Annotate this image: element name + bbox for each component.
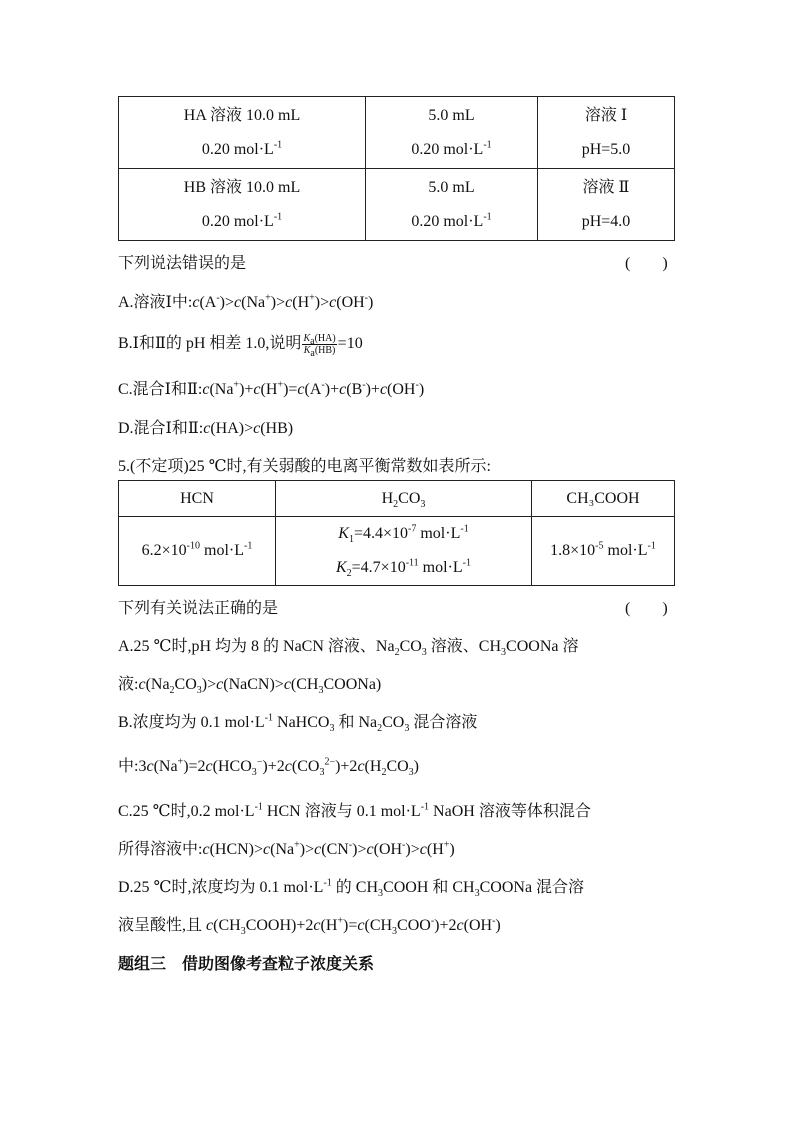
cell-text: 溶液 Ⅰ — [584, 106, 628, 124]
cell-text: pH=4.0 — [581, 212, 631, 230]
option-a: A.溶液Ⅰ中:c(A-)>c(Na+)>c(H+)>c(OH-) — [118, 292, 374, 311]
cell-sup: -1 — [244, 540, 253, 552]
cell-text: mol·L — [603, 542, 648, 559]
table-header: HCN — [119, 481, 276, 517]
cell-text: =4.7×10 — [351, 559, 406, 576]
cell-sup: -5 — [595, 540, 604, 552]
question-stem: 下列说法错误的是 — [118, 255, 247, 272]
section-heading: 题组三 借助图像考查粒子浓度关系 — [118, 954, 375, 973]
table-cell — [532, 517, 675, 586]
option-b: B.Ⅰ和Ⅱ的 pH 相差 1.0,说明 $\frac{K_a(HA)}{K_a(HB)}$ =10 — [118, 332, 363, 359]
cell-text: mol·L — [418, 559, 463, 576]
table-cell — [538, 97, 675, 169]
option-c: C.25 ℃时,0.2 $mol\cdot L^{-1}$ HCN 溶液与 0.1 $mol\cdot L^{-1}$ NaOH 溶液等体积混合 — [118, 801, 591, 820]
cell-text: 5.0 mL — [428, 178, 475, 196]
table-header: $H_2CO_3$ — [276, 481, 532, 517]
ka-fraction: $\frac{K_a(HA)}{K_a(HB)}$ — [303, 332, 336, 359]
cell-text: 溶液 Ⅱ — [582, 178, 630, 196]
cell-text: mol·L — [416, 525, 461, 542]
option-c: C.混合Ⅰ和Ⅱ:c(Na+)+c(H+)=c(A-)+c(B-)+c(OH-) — [118, 379, 425, 398]
table-row — [119, 169, 675, 241]
option-b-cont: 中$:3c(Na^+)=2c(HCO_3^-)+2c(CO_3^{2-})+2c(H_2CO_3)$ — [118, 756, 419, 779]
option-d-cont: 液呈酸性,且 $c(CH_3COOH)+2c(H^+)=c(CH_3COO^-)+2c(OH^-)$ — [118, 915, 501, 938]
cell-text: 0.20 mol·L — [411, 140, 484, 158]
table-cell — [366, 97, 538, 169]
table-row — [119, 481, 675, 517]
cell-text: pH=5.0 — [581, 140, 631, 158]
cell-sup: -1 — [273, 139, 283, 151]
cell-sup: -7 — [408, 523, 417, 535]
option-a-cont: 液$:c(Na_2CO_3)>c(NaCN)>c(CH_3COONa)$ — [118, 676, 382, 697]
cell-sup: -1 — [483, 211, 492, 223]
table-row — [119, 97, 675, 169]
cell-sup: -10 — [186, 540, 201, 552]
cell-sup: -1 — [460, 523, 469, 535]
cell-sup: -1 — [647, 540, 656, 552]
question-5-stem: 5.(不定项)25 ℃时,有关弱酸的电离平衡常数如表所示: — [118, 458, 492, 475]
table-cell — [119, 169, 366, 241]
table-row — [119, 517, 675, 586]
option-d: D.混合Ⅰ和Ⅱ:c(HA)>c(HB) — [118, 420, 294, 437]
answer-parentheses: ( ) — [625, 600, 668, 617]
table-solutions — [118, 96, 675, 241]
answer-parentheses: ( ) — [625, 255, 668, 272]
cell-text: 0.20 mol·L — [201, 212, 274, 230]
option-c-cont: 所得溶液中:c(HCN)>c(Na+)>c(CN-)>c(OH-)>c(H+) — [118, 839, 455, 858]
cell-sup: -1 — [273, 211, 283, 223]
cell-text: HA 溶液 10.0 mL — [183, 106, 301, 124]
cell-sup: -1 — [483, 139, 492, 151]
option-d: D.25 ℃时,浓度均为 0.1 $mol\cdot L^{-1}$ 的 $CH_3COOH$ 和 $CH_3COONa$ 混合溶 — [118, 877, 585, 900]
question-stem: 下列有关说法正确的是 — [118, 600, 279, 617]
cell-text: mol·L — [200, 542, 245, 559]
cell-text: 0.20 mol·L — [201, 140, 274, 158]
table-cell — [366, 169, 538, 241]
table-header: CH₃COOH — [532, 481, 675, 517]
cell-sup: -11 — [405, 557, 419, 569]
cell-text: 6.2×10 — [141, 542, 187, 559]
table-cell — [119, 97, 366, 169]
table-ionization-constants — [118, 480, 675, 586]
option-b: B.浓度均为 0.1 $mol\cdot L^{-1}$ NaHCO$_3$ 和 $Na_2CO_3$ 混合溶液 — [118, 712, 478, 735]
cell-text: 5.0 mL — [428, 106, 475, 124]
cell-sup: -1 — [462, 557, 472, 569]
cell-text: =4.4×10 — [353, 525, 409, 542]
table-cell: $K_1=4.4\times 10^{-7}$ $mol\cdot L^{-1}$ $K_2=4.7\times 10^{-11}$ $mol\cdot L^{-1}$ — [276, 517, 532, 586]
table-cell — [119, 517, 276, 586]
cell-text: 1.8×10 — [550, 542, 596, 559]
cell-text: HB 溶液 10.0 mL — [183, 178, 301, 196]
table-cell — [538, 169, 675, 241]
cell-text: 0.20 mol·L — [411, 212, 484, 230]
option-a: A.25 ℃时,pH 均为 8 的 NaCN 溶液、$Na_2CO_3$ 溶液、$CH_3COONa$ 溶 — [118, 638, 579, 659]
